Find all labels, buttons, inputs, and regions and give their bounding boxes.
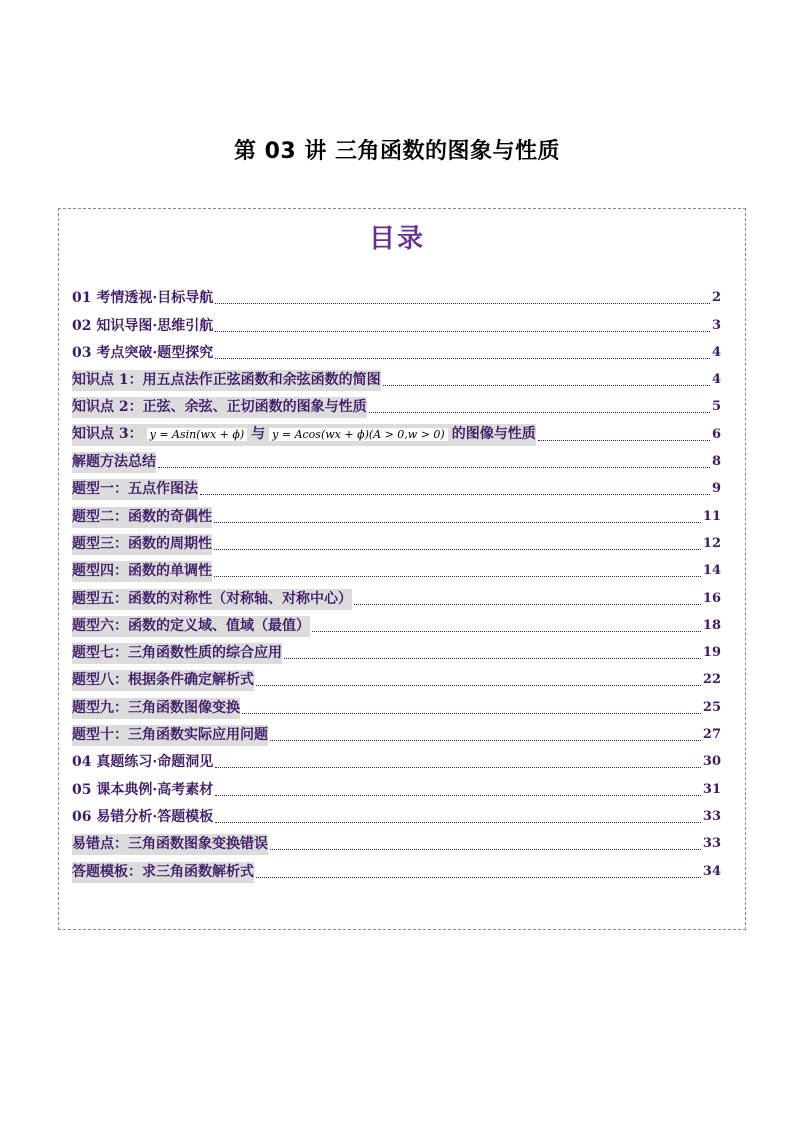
- toc-entry-page: 11: [702, 508, 721, 524]
- toc-entry-label[interactable]: 题型四：函数的单调性: [72, 561, 212, 582]
- formula-asin: y = Asin(wx + ϕ): [147, 428, 248, 441]
- toc-entry-label[interactable]: 02 知识导图·思维引航: [72, 317, 214, 334]
- toc-leader-dots: [270, 739, 701, 741]
- toc-entry-label[interactable]: [72, 424, 536, 446]
- toc-entry-label-prefix: 知识点 3：: [72, 425, 143, 442]
- toc-entry-page: 33: [702, 808, 721, 824]
- toc-entry[interactable]: [72, 364, 721, 391]
- toc-entry-label[interactable]: 题型九：三角函数图像变换: [72, 698, 240, 719]
- toc-entry-label-suffix: 的图像与性质: [451, 425, 536, 442]
- toc-entry[interactable]: [72, 691, 721, 718]
- toc-entry[interactable]: [72, 309, 721, 336]
- toc-entry-label[interactable]: 06 易错分析·答题模板: [72, 808, 214, 825]
- toc-entry-label[interactable]: 题型六：函数的定义域、值域（最值）: [72, 616, 310, 637]
- toc-entry-label[interactable]: 01 考情透视·目标导航: [72, 290, 214, 307]
- toc-entry-label[interactable]: 题型三：函数的周期性: [72, 534, 212, 555]
- toc-leader-dots: [538, 439, 710, 441]
- toc-entry-page: 9: [711, 481, 721, 497]
- toc-leader-dots: [256, 876, 701, 878]
- toc-entry-page: 5: [711, 399, 721, 415]
- toc-entry[interactable]: [72, 610, 721, 637]
- document-title: 第 03 讲 三角函数的图象与性质: [233, 139, 561, 164]
- toc-entry-label[interactable]: 题型十：三角函数实际应用问题: [72, 725, 268, 746]
- toc-leader-dots: [214, 548, 701, 550]
- toc-heading: 目录: [368, 224, 425, 254]
- toc-leader-dots: [215, 330, 710, 332]
- toc-leader-dots: [284, 657, 701, 659]
- toc-entry[interactable]: [72, 446, 721, 473]
- toc-leader-dots: [215, 766, 701, 768]
- toc-entry-label[interactable]: 题型五：函数的对称性（对称轴、对称中心）: [72, 589, 352, 610]
- toc-entry-page: 30: [702, 754, 721, 770]
- toc-entry[interactable]: [72, 664, 721, 691]
- toc-leader-dots: [200, 493, 710, 495]
- toc-leader-dots: [215, 302, 710, 304]
- toc-entry-label[interactable]: 答题模板：求三角函数解析式: [72, 862, 254, 883]
- toc-list: [72, 282, 721, 883]
- toc-leader-dots: [369, 411, 710, 413]
- toc-entry-page: 27: [702, 727, 721, 743]
- toc-leader-dots: [256, 684, 701, 686]
- toc-leader-dots: [214, 575, 701, 577]
- toc-entry[interactable]: [72, 855, 721, 882]
- toc-entry-label[interactable]: 题型一：五点作图法: [72, 479, 198, 500]
- toc-entry-page: 25: [702, 699, 721, 715]
- toc-leader-dots: [242, 712, 701, 714]
- toc-entry-page: 8: [711, 454, 721, 470]
- toc-entry[interactable]: [72, 337, 721, 364]
- toc-entry-label[interactable]: 题型二：函数的奇偶性: [72, 507, 212, 528]
- toc-entry-page: 6: [711, 426, 721, 442]
- toc-entry-page: 19: [702, 645, 721, 661]
- toc-entry[interactable]: [72, 828, 721, 855]
- toc-entry-label-mid: 与: [251, 425, 266, 442]
- toc-entry[interactable]: [72, 282, 721, 309]
- toc-entry-page: 3: [711, 317, 721, 333]
- toc-entry-page: 18: [702, 617, 721, 633]
- toc-entry[interactable]: [72, 528, 721, 555]
- toc-entry-label[interactable]: 题型七：三角函数性质的综合应用: [72, 643, 282, 664]
- toc-entry[interactable]: [72, 500, 721, 527]
- toc-entry[interactable]: [72, 801, 721, 828]
- toc-entry-page: 33: [702, 836, 721, 852]
- toc-entry[interactable]: [72, 391, 721, 418]
- toc-entry-page: 2: [711, 290, 721, 306]
- toc-entry-page: 34: [702, 863, 721, 879]
- toc-entry-label[interactable]: 知识点 1：用五点法作正弦函数和余弦函数的简图: [72, 370, 381, 391]
- toc-leader-dots: [270, 848, 701, 850]
- toc-entry[interactable]: [72, 637, 721, 664]
- toc-leader-dots: [215, 794, 701, 796]
- toc-entry[interactable]: [72, 418, 721, 445]
- toc-entry[interactable]: [72, 473, 721, 500]
- formula-acos: y = Acos(wx + ϕ)(A > 0,w > 0): [269, 428, 448, 441]
- toc-entry-page: 16: [702, 590, 721, 606]
- toc-entry-page: 31: [702, 781, 721, 797]
- toc-leader-dots: [215, 357, 710, 359]
- toc-entry-label[interactable]: 易错点：三角函数图象变换错误: [72, 834, 268, 855]
- toc-entry-label[interactable]: 题型八：根据条件确定解析式: [72, 670, 254, 691]
- toc-leader-dots: [354, 603, 701, 605]
- toc-entry-label[interactable]: 知识点 2：正弦、余弦、正切函数的图象与性质: [72, 397, 367, 418]
- toc-entry-label[interactable]: 03 考点突破·题型探究: [72, 344, 214, 361]
- toc-entry[interactable]: [72, 719, 721, 746]
- toc-entry[interactable]: [72, 555, 721, 582]
- toc-leader-dots: [214, 521, 701, 523]
- toc-entry-page: 12: [702, 535, 721, 551]
- toc-entry-label[interactable]: 04 真题练习·命题洞见: [72, 754, 214, 771]
- toc-entry-page: 4: [711, 372, 721, 388]
- toc-entry[interactable]: [72, 746, 721, 773]
- toc-leader-dots: [215, 821, 701, 823]
- toc-leader-dots: [158, 466, 710, 468]
- toc-leader-dots: [312, 630, 701, 632]
- toc-entry-page: 22: [702, 672, 721, 688]
- toc-entry[interactable]: [72, 582, 721, 609]
- toc-entry-page: 4: [711, 344, 721, 360]
- toc-entry[interactable]: [72, 773, 721, 800]
- toc-entry-label[interactable]: 05 课本典例·高考素材: [72, 781, 214, 798]
- toc-leader-dots: [383, 384, 710, 386]
- toc-entry-page: 14: [702, 563, 721, 579]
- toc-entry-label[interactable]: 解题方法总结: [72, 452, 156, 473]
